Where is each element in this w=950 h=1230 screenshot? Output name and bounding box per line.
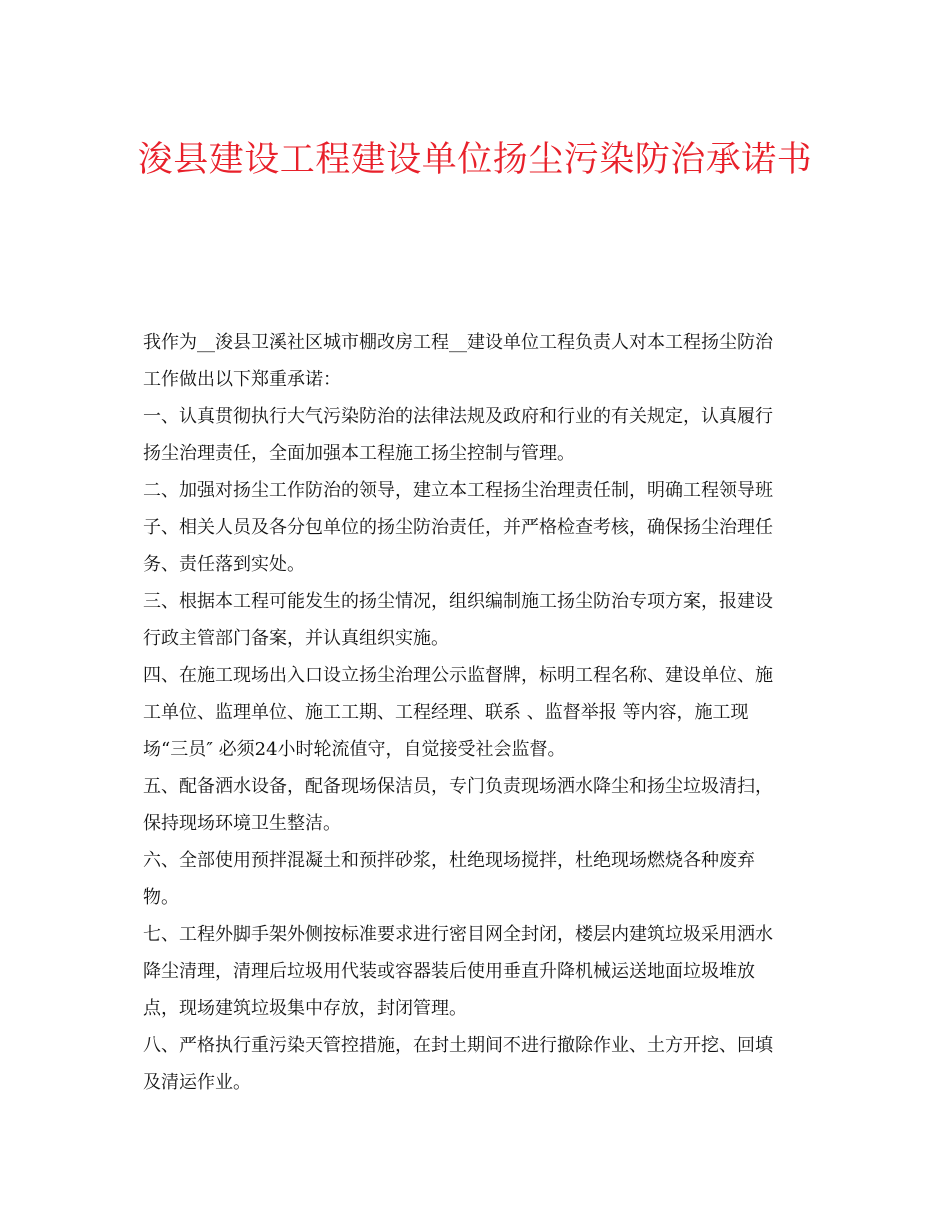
body-line: 八、严格执行重污染天管控措施，在封土期间不进行撤除作业、土方开挖、回填 — [143, 1035, 773, 1056]
body-line: 一、认真贯彻执行大气污染防治的法律法规及政府和行业的有关规定，认真履行 — [143, 406, 773, 427]
body-line: 务、责任落到实处。 — [143, 554, 305, 575]
body-line: 保持现场环境卫生整洁。 — [143, 813, 341, 834]
body-line: 工单位、监理单位、施工工期、工程经理、联系 、监督举报 等内容，施工现 — [143, 702, 749, 723]
body-line: 点，现场建筑垃圾集中存放，封闭管理。 — [143, 998, 467, 1019]
body-line: 五、配备洒水设备，配备现场保洁员，专门负责现场洒水降尘和扬尘垃圾清扫， — [143, 776, 773, 797]
body-line: 三、根据本工程可能发生的扬尘情况，组织编制施工扬尘防治专项方案，报建设 — [143, 591, 773, 612]
body-line: 行政主管部门备案，并认真组织实施。 — [143, 628, 449, 649]
body-line: 扬尘治理责任，全面加强本工程施工扬尘控制与管理。 — [143, 443, 575, 464]
body-line: 六、全部使用预拌混凝土和预拌砂浆，杜绝现场搅拌，杜绝现场燃烧各种废弃 — [143, 850, 755, 871]
body-line: 我作为__浚县卫溪社区城市棚改房工程__建设单位工程负责人对本工程扬尘防治 — [143, 332, 773, 353]
body-line: 七、工程外脚手架外侧按标准要求进行密目网全封闭，楼层内建筑垃圾采用洒水 — [143, 924, 773, 945]
body-line: 降尘清理，清理后垃圾用代装或容器装后使用垂直升降机械运送地面垃圾堆放 — [143, 961, 755, 982]
body-line: 物。 — [143, 887, 179, 908]
body-line: 及清运作业。 — [143, 1072, 251, 1093]
body-line: 四、在施工现场出入口设立扬尘治理公示监督牌，标明工程名称、建设单位、施 — [143, 665, 773, 686]
body-line: 子、相关人员及各分包单位的扬尘防治责任，并严格检查考核，确保扬尘治理任 — [143, 517, 773, 538]
document-body — [143, 324, 807, 1101]
body-line: 场“三员″ 必须24小时轮流值守，自觉接受社会监督。 — [143, 739, 566, 760]
body-line: 工作做出以下郑重承诺： — [143, 369, 341, 390]
body-line: 二、加强对扬尘工作防治的领导，建立本工程扬尘治理责任制，明确工程领导班 — [143, 480, 773, 501]
document-title: 浚县建设工程建设单位扬尘污染防治承诺书 — [137, 140, 813, 180]
